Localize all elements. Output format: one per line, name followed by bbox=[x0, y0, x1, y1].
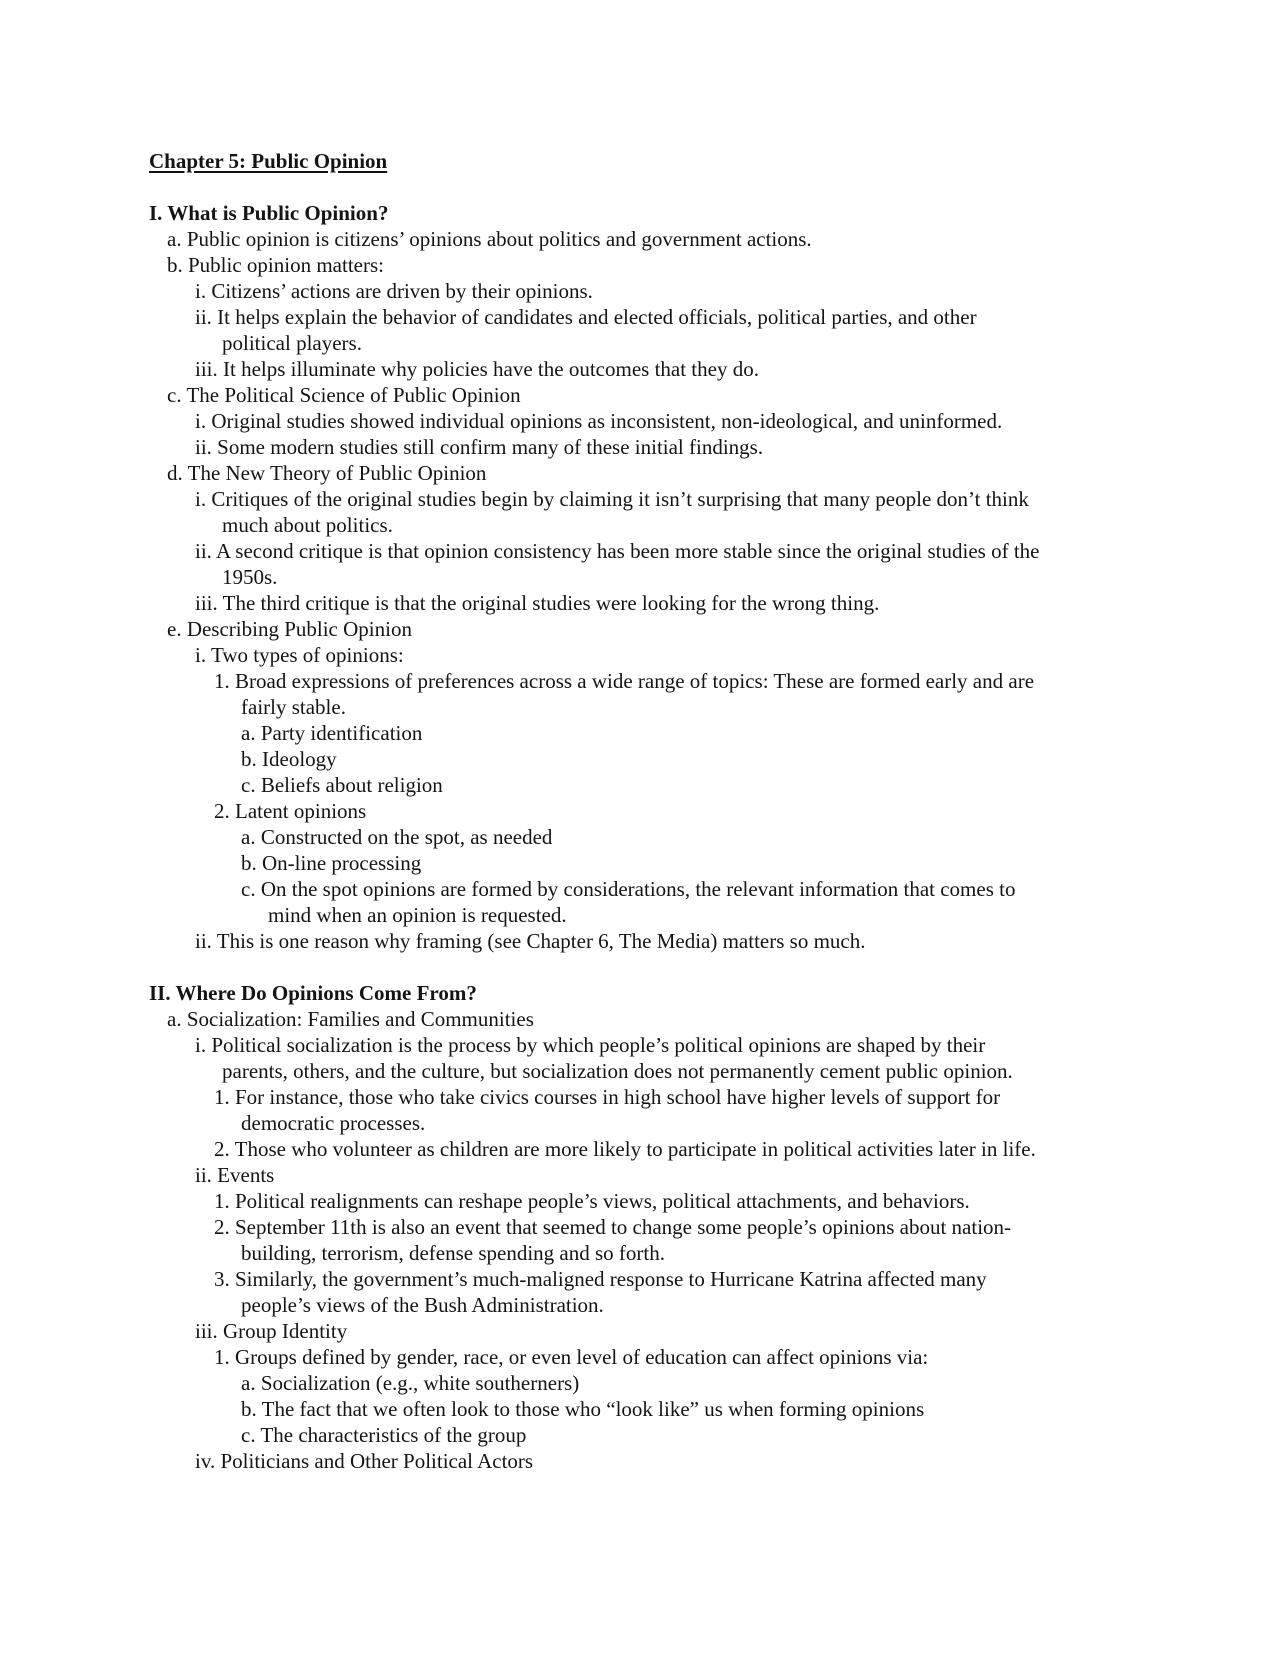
outline-item: c. Beliefs about religion bbox=[241, 773, 443, 797]
outline-item: ii. A second critique is that opinion consistency has been more stable since the original studies of the bbox=[195, 539, 1040, 563]
outline-item: i. Citizens’ actions are driven by their opinions. bbox=[195, 279, 593, 303]
outline-item: i. Critiques of the original studies begin by claiming it isn’t surprising that many people don’t think bbox=[195, 487, 1029, 511]
outline-item: b. On-line processing bbox=[241, 851, 422, 875]
outline-item-continuation: democratic processes. bbox=[241, 1111, 426, 1135]
outline-item: a. Socialization (e.g., white southerners) bbox=[241, 1371, 580, 1395]
outline-item: a. Party identification bbox=[241, 721, 423, 745]
outline-item-continuation: building, terrorism, defense spending and so forth. bbox=[241, 1241, 665, 1265]
outline-item: i. Original studies showed individual opinions as inconsistent, non-ideological, and uninformed. bbox=[195, 409, 1003, 433]
outline-item: a. Public opinion is citizens’ opinions about politics and government actions. bbox=[167, 227, 812, 251]
outline-item: iii. The third critique is that the original studies were looking for the wrong thing. bbox=[195, 591, 880, 615]
outline-item-continuation: fairly stable. bbox=[241, 695, 346, 719]
outline-item: i. Political socialization is the process by which people’s political opinions are shaped by their bbox=[195, 1033, 986, 1057]
outline-item: 1. Political realignments can reshape people’s views, political attachments, and behaviors. bbox=[214, 1189, 970, 1213]
outline-item: b. The fact that we often look to those who “look like” us when forming opinions bbox=[241, 1397, 925, 1421]
outline-item: 2. September 11th is also an event that seemed to change some people’s opinions about nation- bbox=[214, 1215, 1012, 1239]
outline-item: ii. This is one reason why framing (see Chapter 6, The Media) matters so much. bbox=[195, 929, 866, 953]
outline-item: c. On the spot opinions are formed by considerations, the relevant information that comes to bbox=[241, 877, 1016, 901]
outline-item: iii. Group Identity bbox=[195, 1319, 348, 1343]
outline-item: a. Socialization: Families and Communities bbox=[167, 1007, 534, 1031]
outline-item: 2. Those who volunteer as children are more likely to participate in political activities later in life. bbox=[214, 1137, 1036, 1161]
outline-item: c. The characteristics of the group bbox=[241, 1423, 527, 1447]
outline-item-continuation: mind when an opinion is requested. bbox=[268, 903, 567, 927]
outline-item-continuation: people’s views of the Bush Administration. bbox=[241, 1293, 604, 1317]
outline-item: a. Constructed on the spot, as needed bbox=[241, 825, 553, 849]
outline-item: iii. It helps illuminate why policies have the outcomes that they do. bbox=[195, 357, 759, 381]
outline-item-continuation: political players. bbox=[222, 331, 362, 355]
chapter-title: Chapter 5: Public Opinion bbox=[149, 149, 388, 173]
outline-item: iv. Politicians and Other Political Actors bbox=[195, 1449, 534, 1473]
outline-item: d. The New Theory of Public Opinion bbox=[167, 461, 487, 485]
outline-item-continuation: parents, others, and the culture, but socialization does not permanently cement public opinion. bbox=[222, 1059, 1013, 1083]
outline-item: 1. For instance, those who take civics courses in high school have higher levels of support for bbox=[214, 1085, 1001, 1109]
outline-item: b. Public opinion matters: bbox=[167, 253, 384, 277]
outline-item-continuation: 1950s. bbox=[222, 565, 278, 589]
outline-item: 1. Broad expressions of preferences across a wide range of topics: These are formed early and are bbox=[214, 669, 1035, 693]
outline-item-continuation: much about politics. bbox=[222, 513, 393, 537]
outline-item: ii. Events bbox=[195, 1163, 275, 1187]
outline-item: 1. Groups defined by gender, race, or even level of education can affect opinions via: bbox=[214, 1345, 929, 1369]
outline-item: 2. Latent opinions bbox=[214, 799, 367, 823]
outline-item: c. The Political Science of Public Opinion bbox=[167, 383, 521, 407]
outline-item: b. Ideology bbox=[241, 747, 337, 771]
section-heading: I. What is Public Opinion? bbox=[149, 201, 389, 225]
outline-item: e. Describing Public Opinion bbox=[167, 617, 412, 641]
outline-item: ii. Some modern studies still confirm many of these initial findings. bbox=[195, 435, 764, 459]
outline-item: 3. Similarly, the government’s much-maligned response to Hurricane Katrina affected many bbox=[214, 1267, 987, 1291]
outline-item: i. Two types of opinions: bbox=[195, 643, 404, 667]
outline-item: ii. It helps explain the behavior of candidates and elected officials, political parties, and other bbox=[195, 305, 977, 329]
section-heading: II. Where Do Opinions Come From? bbox=[149, 981, 477, 1005]
